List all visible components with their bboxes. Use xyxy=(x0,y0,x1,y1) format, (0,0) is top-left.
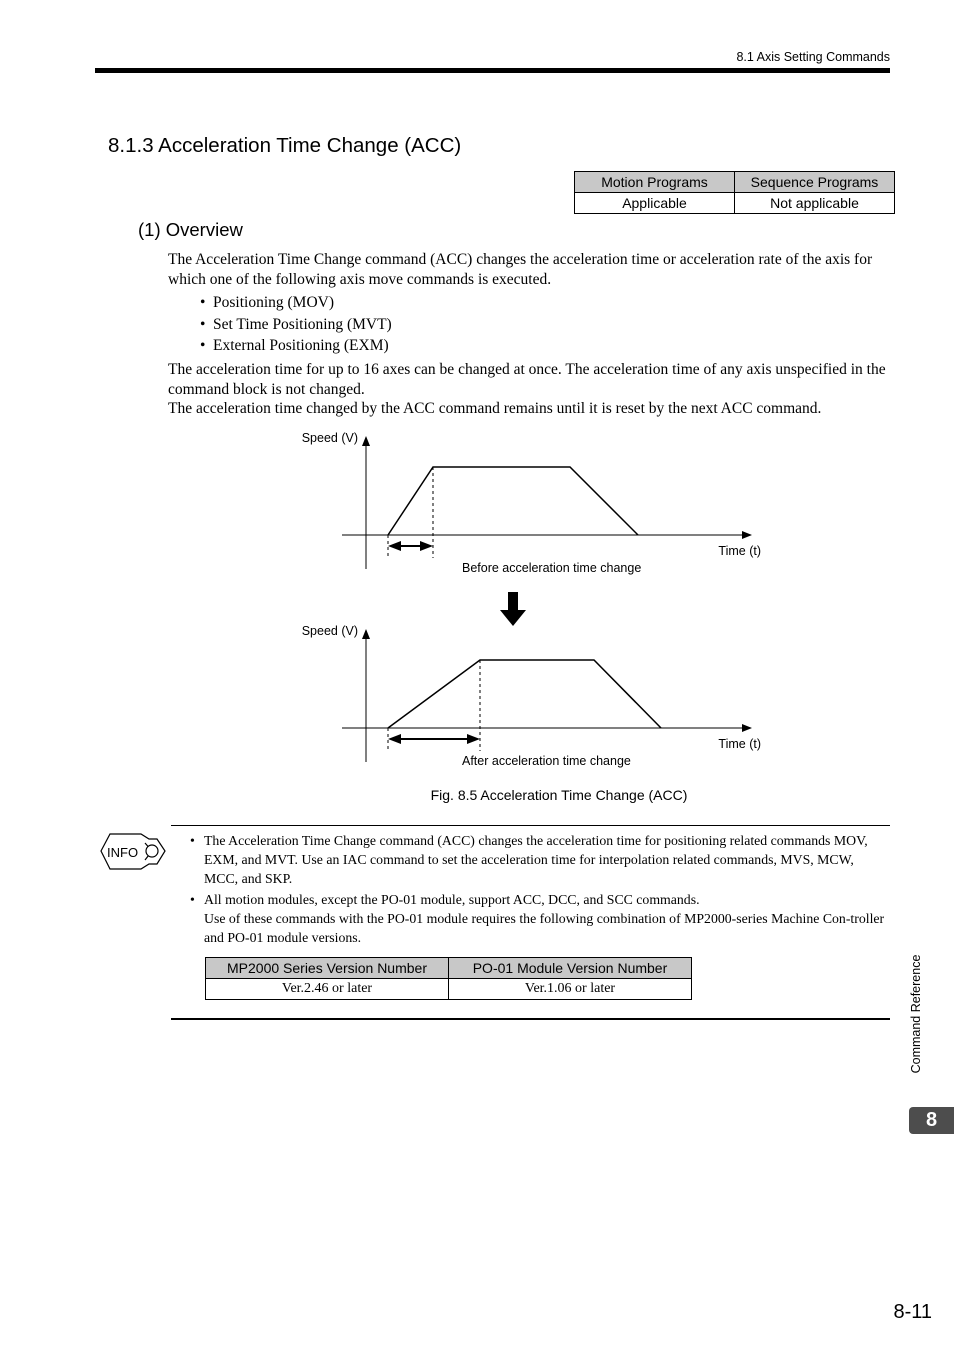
applicability-value-motion: Applicable xyxy=(575,193,735,214)
info-note-2-line-1: • All motion modules, except the PO-01 module, support ACC, DCC, and SCC commands. xyxy=(204,892,700,907)
top-span-arrow-right-icon xyxy=(420,541,433,551)
version-value-mp2000: Ver.2.46 or later xyxy=(206,979,449,1000)
overview-paragraph-3: The acceleration time changed by the ACC command remains until it is reset by the next ACC command. xyxy=(168,400,822,417)
chapter-side-label: Command Reference xyxy=(909,954,923,1074)
top-speed-label: Speed (V) xyxy=(301,431,358,445)
info-note-1: • The Acceleration Time Change command (ACC) changes the acceleration time for positioning related commands MOV, EXM, and MVT. Use an IAC command to set the acceleration time for interpolation related commands, MVS, MCW, MCC, and SKP. xyxy=(190,831,885,888)
applicability-header-sequence: Sequence Programs xyxy=(735,172,895,193)
top-graph-caption: Before acceleration time change xyxy=(462,561,642,575)
bottom-time-label: Time (t) xyxy=(718,737,761,751)
applicability-header-motion: Motion Programs xyxy=(575,172,735,193)
version-header-row xyxy=(206,958,692,979)
graph-after xyxy=(302,624,761,768)
overview-paragraph-2: The acceleration time for up to 16 axes can be changed at once. The acceleration time of any axis unspecified in the command block is not changed. xyxy=(168,361,886,398)
overview-paragraph-1: The Acceleration Time Change command (ACC) changes the acceleration time or acceleration rate of the axis for which one of the following axis move commands is executed. xyxy=(168,251,873,288)
chapter-tab: 8 xyxy=(909,1107,954,1134)
info-notes xyxy=(190,831,885,949)
bottom-span-arrow-left-icon xyxy=(388,734,401,744)
info-icon xyxy=(99,831,167,873)
version-header-mp2000: MP2000 Series Version Number xyxy=(206,958,449,979)
bottom-span-arrow-right-icon xyxy=(467,734,480,744)
graph-before xyxy=(302,431,761,575)
version-header-po01: PO-01 Module Version Number xyxy=(449,958,692,979)
top-time-label: Time (t) xyxy=(718,544,761,558)
version-table xyxy=(205,957,692,1000)
section-title: 8.1.3 Acceleration Time Change (ACC) xyxy=(108,134,462,157)
bullet-item-mvt: • Set Time Positioning (MVT) xyxy=(200,314,392,336)
info-rule-top xyxy=(171,825,890,826)
top-speed-profile xyxy=(388,467,638,535)
version-value-po01: Ver.1.06 or later xyxy=(449,979,692,1000)
top-span-arrow-left-icon xyxy=(388,541,401,551)
bottom-speed-label: Speed (V) xyxy=(301,624,358,638)
info-note-2-line-2: Use of these commands with the PO-01 module requires the following combination of MP2000-series Machine Con-troller and PO-01 module versions. xyxy=(204,911,885,945)
bottom-graph-caption: After acceleration time change xyxy=(462,754,631,768)
page-number: 8-11 xyxy=(893,1301,932,1323)
running-header: 8.1 Axis Setting Commands xyxy=(736,50,890,64)
version-value-row xyxy=(206,979,692,1000)
overview-heading: (1) Overview xyxy=(138,219,243,240)
applicability-value-sequence: Not applicable xyxy=(735,193,895,214)
info-rule-bottom xyxy=(171,1018,890,1020)
figure-caption: Fig. 8.5 Acceleration Time Change (ACC) xyxy=(430,787,688,803)
bottom-speed-profile xyxy=(388,660,661,728)
bullet-item-mov: • Positioning (MOV) xyxy=(200,292,392,314)
info-note-2 xyxy=(190,890,885,947)
info-icon-label: INFO xyxy=(107,845,139,860)
bullet-item-exm: • External Positioning (EXM) xyxy=(200,335,392,357)
transition-down-arrow-icon xyxy=(500,592,526,626)
